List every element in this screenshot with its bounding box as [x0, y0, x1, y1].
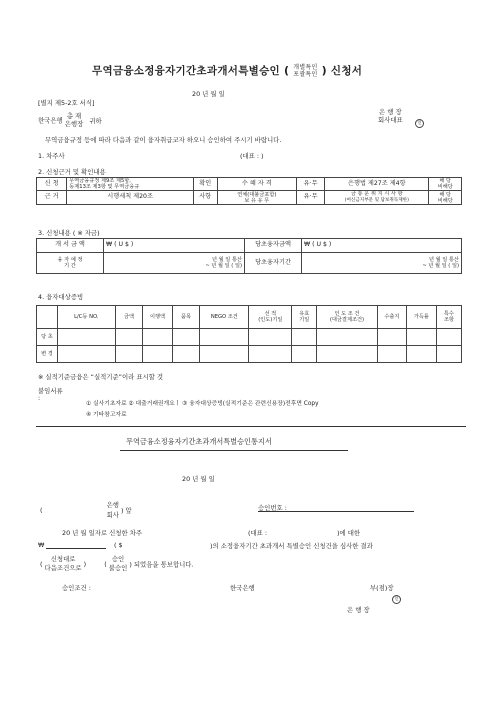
- form-title: 무역금융소정융자기간초과개서특별승인 ( 개별특인 포괄특인 ) 신청서: [92, 64, 363, 78]
- borrower-representative: (대표 : ): [240, 152, 264, 160]
- section1-label: 1. 차주사: [38, 152, 65, 160]
- notice-recipient: ( 은행 회사 ) 앞: [40, 501, 132, 519]
- attachments-list-2: ④ 기타참고자료: [86, 412, 127, 418]
- form-number: [별지 제5-2호 서식]: [38, 99, 95, 107]
- applicant-signature: 은 행 장 회사대표: [378, 108, 403, 124]
- notice-bank-head: 은 행 장: [347, 606, 370, 614]
- notice-divider: [36, 426, 466, 427]
- section4-label: 4. 융자대상증빙: [38, 293, 84, 301]
- basis-table: 신 청 무역금융규정 제9조 제5항, 동제13조 제3항 및 무역금융규 확인 수 혜 자 격 유·무 은행법 제27조 제4항 해 당 비해당 근 거 시행세칙 제20조 사항 연체(대불금포함) 보 유 유 무 유·무 금 통 운 위 지 시 사 항 (여신금지부문 및 담보취득제한) 해 당 비해당: [36, 177, 462, 205]
- seal-icon: 인: [415, 119, 424, 128]
- notice-title: 무역금융소정융자기간초과개서특별승인통지서: [126, 437, 272, 446]
- title-option-individual: 개별특인: [293, 64, 318, 71]
- notice-date: 20 년 월 일: [182, 475, 215, 483]
- application-date: 20 년 월 일: [192, 90, 225, 98]
- notice-body-line2: )의 소정융자기간 초과개서 특별승인 신청건을 심사한 결과: [210, 542, 373, 550]
- section3-label: 3. 신청내용 ( ※ 자금): [38, 229, 100, 237]
- star-note: ※ 실적기준금융은 “실적기준”이라 표시할 것: [38, 373, 164, 381]
- notice-result: ( 신청대로 다음조건으로 ) ( 승인 불승인 ) 되었음을 통보합니다.: [40, 555, 194, 572]
- request-table: 개 서 금 액 ₩ ( U $ ) 당초융자금액 ₩ ( U $ ) 융 자 예 정 기 간 년 월 일 통산 ~ 년 월 일 ( 일) 당초융자기간 년 월 일 통산 ~ 년 월 일 ( 일): [36, 238, 462, 274]
- approval-conditions: 승인조건 :: [62, 584, 91, 592]
- notice-body-line1b: (대표 :: [248, 529, 268, 537]
- section2-label: 2. 신청근거 및 확인내용: [38, 168, 106, 176]
- notice-branch-manager: 부(점)장: [370, 584, 394, 592]
- notice-bank: 한국은행: [230, 584, 255, 592]
- evidence-table: L/C등 NO. 금액 이행액 품목 NEGO 조건 선 적 (인도)기일 유효 기일 인 도 조 건 (대금결제조건) 수출지 가득률 특수 조항 당 초 변 경: [36, 305, 462, 363]
- notice-body-amount-usd: ( $: [114, 541, 123, 549]
- title-option-blanket: 포괄특인: [293, 71, 318, 78]
- attachments-label: 붙임서류: [38, 387, 63, 395]
- notice-body-line1a: 20 년 월 일자로 신청한 차주: [62, 529, 143, 537]
- seal-icon: 인: [392, 595, 401, 604]
- notice-body-line1c: )에 대한: [337, 529, 361, 537]
- intro-text: 무역금융규정 등에 따라 다음과 같이 융자취급코자 하오니 승인하여 주시기 바랍니다.: [45, 136, 282, 144]
- notice-body-amount-krw: ₩: [38, 541, 45, 549]
- approval-number-label: 승인번호 :: [258, 504, 287, 512]
- attachments-list-1: ① 실사기초자료 ② 대출거래권개요ㅣ ③ 융자대상증빙(실적기준은 관련신용장)전후면 Copy: [86, 401, 319, 407]
- notice-title-underline: [120, 450, 348, 451]
- addressee: 한국은행 총 재 은행장 귀하: [38, 112, 102, 128]
